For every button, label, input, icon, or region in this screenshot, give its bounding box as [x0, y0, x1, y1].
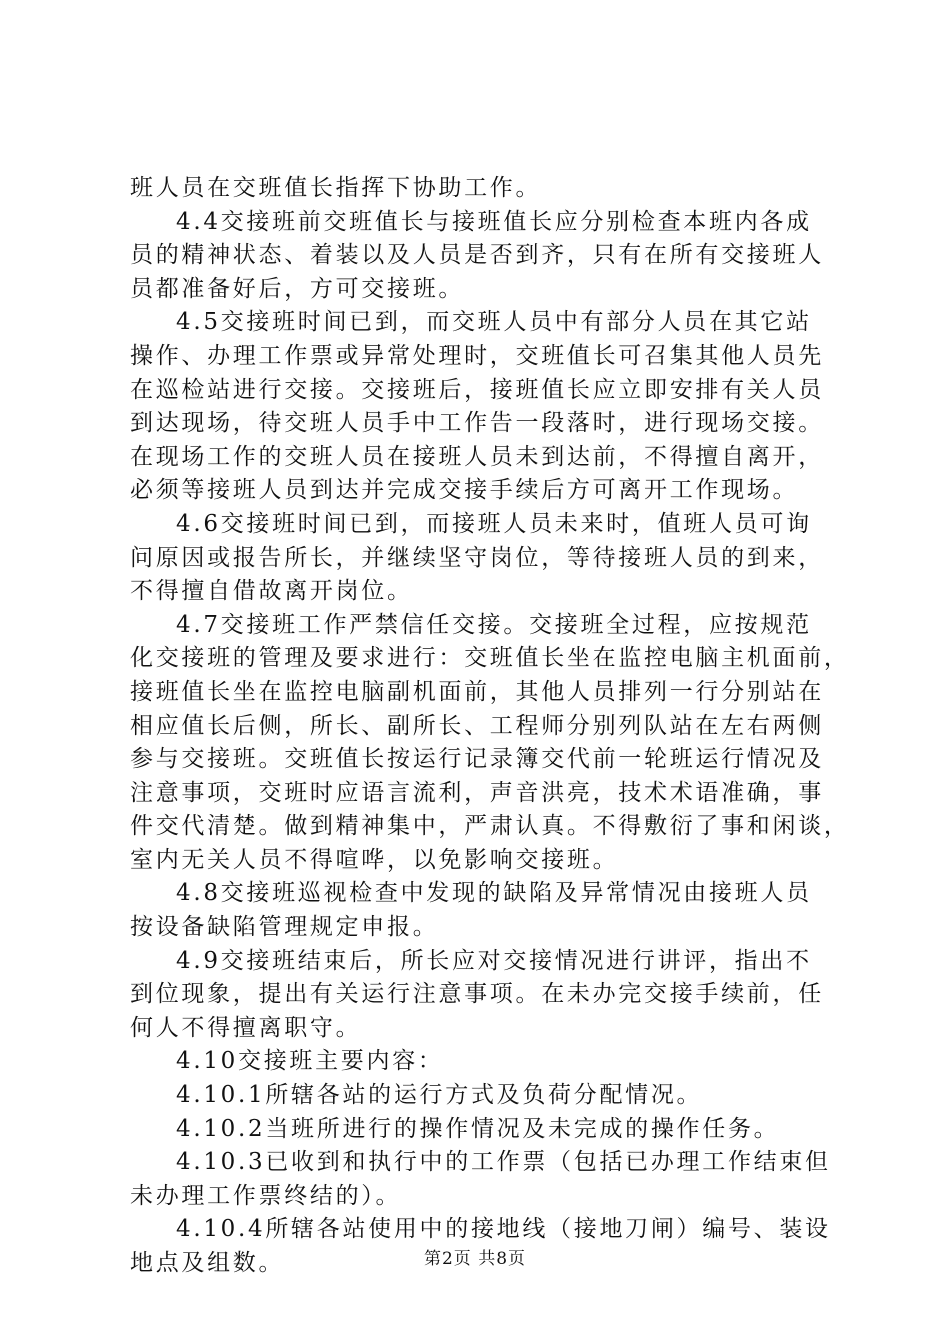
text-line: 4.10.1所辖各站的运行方式及负荷分配情况。 [176, 1082, 703, 1109]
text-line: 何人不得擅离职守。 [130, 1014, 362, 1041]
text-line: 4.7交接班工作严禁信任交接。交接班全过程，应按规范 [176, 611, 812, 638]
text-line: 参与交接班。交班值长按运行记录簿交代前一轮班运行情况及 [130, 746, 824, 773]
text-line: 必须等接班人员到达并完成交接手续后方可离开工作现场。 [130, 477, 799, 504]
text-line: 员的精神状态、着装以及人员是否到齐，只有在所有交接班人 [130, 242, 824, 269]
text-line: 问原因或报告所长，并继续坚守岗位，等待接班人员的到来， [130, 544, 824, 571]
text-line: 4.5交接班时间已到，而交班人员中有部分人员在其它站 [176, 309, 812, 336]
text-line: 操作、办理工作票或异常处理时，交班值长可召集其他人员先 [130, 342, 824, 369]
text-line: 4.8交接班巡视检查中发现的缺陷及异常情况由接班人员 [176, 880, 812, 907]
text-line: 4.10.4所辖各站使用中的接地线（接地刀闸）编号、装设 [176, 1216, 831, 1243]
text-line: 4.9交接班结束后，所长应对交接情况进行讲评，指出不 [176, 947, 812, 974]
document-body [130, 172, 850, 1281]
text-line: 在现场工作的交班人员在接班人员未到达前，不得擅自离开， [130, 443, 824, 470]
text-line: 按设备缺陷管理规定申报。 [130, 914, 439, 941]
text-line: 4.10.2当班所进行的操作情况及未完成的操作任务。 [176, 1115, 780, 1142]
text-line: 4.6交接班时间已到，而接班人员未来时，值班人员可询 [176, 510, 812, 537]
text-line: 不得擅自借故离开岗位。 [130, 578, 413, 605]
text-line: 员都准备好后，方可交接班。 [130, 275, 465, 302]
text-line: 到达现场，待交班人员手中工作告一段落时，进行现场交接。 [130, 410, 824, 437]
text-line: 室内无关人员不得喧哗，以免影响交接班。 [130, 846, 619, 873]
text-line: 注意事项，交班时应语言流利，声音洪亮，技术术语准确，事 [130, 779, 824, 806]
text-line: 4.10.3已收到和执行中的工作票（包括已办理工作结束但 [176, 1149, 831, 1176]
text-line: 班人员在交班值长指挥下协助工作。 [130, 175, 542, 201]
text-line: 接班值长坐在监控电脑副机面前，其他人员排列一行分别站在 [130, 678, 824, 705]
text-line: 4.10交接班主要内容： [176, 1048, 444, 1075]
text-line: 件交代清楚。做到精神集中，严肃认真。不得敷衍了事和闲谈， [130, 813, 850, 840]
text-line: 在巡检站进行交接。交接班后，接班值长应立即安排有关人员 [130, 376, 824, 403]
page-number-footer: 第2页 共8页 [423, 1249, 527, 1269]
text-line: 化交接班的管理及要求进行：交班值长坐在监控电脑主机面前， [130, 645, 850, 672]
text-line: 地点及组数。 [130, 1250, 285, 1276]
text-line: 相应值长后侧，所长、副所长、工程师分别列队站在左右两侧 [130, 712, 824, 739]
text-line: 到位现象，提出有关运行注意事项。在未办完交接手续前，任 [130, 981, 824, 1008]
text-line: 4.4交接班前交班值长与接班值长应分别检查本班内各成 [176, 208, 812, 235]
text-line: 未办理工作票终结的）。 [130, 1182, 402, 1209]
